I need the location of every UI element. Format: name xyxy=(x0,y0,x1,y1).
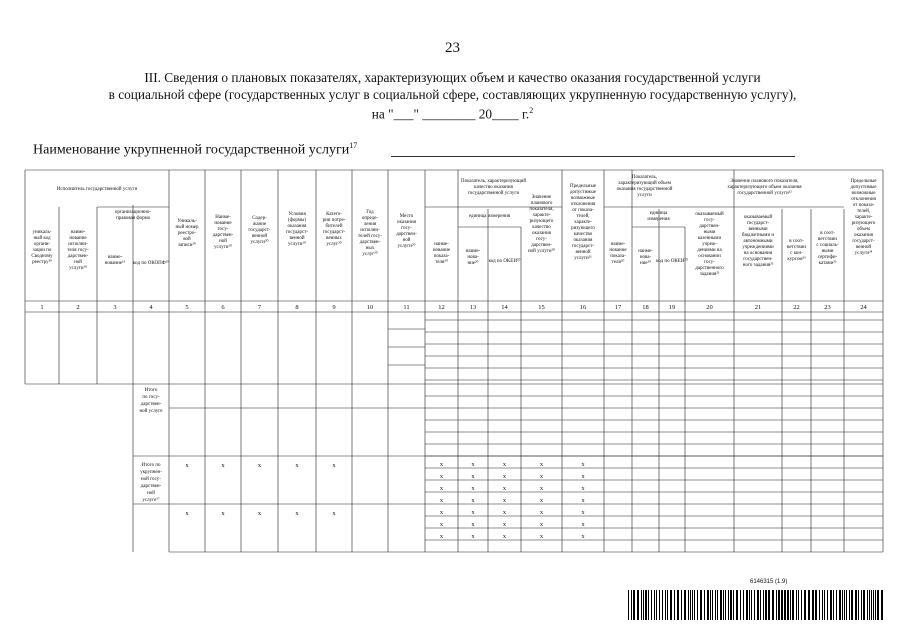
barcode-bar xyxy=(730,590,732,620)
column-number: 23 xyxy=(824,304,831,311)
barcode-bar xyxy=(656,590,657,620)
column-number: 21 xyxy=(754,304,762,311)
table-text xyxy=(31,175,877,540)
barcode-bar xyxy=(842,590,843,620)
col5-header: Уникаль-ный номер реестро-вой записи²⁰ xyxy=(175,219,199,248)
col11-header: Место оказания госу-дарствен-ной услуги²⁰ xyxy=(396,214,417,249)
barcode-bar xyxy=(792,590,794,620)
col15-header: Значение планового показателя, характе-ризующего качество оказания госу-дарствен-ной услуги²⁰ xyxy=(527,195,556,254)
col22-header: в соот-ветствии с кон-курсом²³ xyxy=(787,239,806,262)
barcode-bar xyxy=(690,590,691,620)
cross-mark: x xyxy=(439,521,444,528)
barcode-bar xyxy=(707,590,709,620)
barcode-bar xyxy=(733,590,734,620)
barcode-bar xyxy=(670,590,672,620)
barcode-bar xyxy=(743,590,744,620)
barcode-bar xyxy=(875,590,876,620)
cross-mark: x xyxy=(539,521,544,528)
barcode-bar xyxy=(877,590,879,620)
cross-mark: x xyxy=(502,533,507,540)
cross-mark: x xyxy=(502,521,507,528)
barcode-bar xyxy=(881,590,883,620)
cross-mark: x xyxy=(581,521,585,528)
cross-mark: x xyxy=(471,461,475,468)
plan-group-header: Значение планового показателя, характеризующего объем оказания государственной услуги²² xyxy=(727,179,802,196)
barcode-bar xyxy=(833,590,834,620)
col12-header: наиме-нование показа-теля²⁰ xyxy=(432,242,451,265)
barcode-bar xyxy=(654,590,655,620)
col8-header: Условия (формы) оказания государст-венной услуги²⁰ xyxy=(285,212,309,247)
barcode-bar xyxy=(704,590,705,620)
column-number: 11 xyxy=(403,304,410,311)
total-enlarged-label: Итого по укрупнен-ной госу-дарствен-ной услуге¹⁷ xyxy=(140,463,162,503)
barcode-bar xyxy=(694,590,695,620)
col7-header: Содер-жание государст-венной услуги²⁰ xyxy=(248,216,271,245)
column-number: 16 xyxy=(579,304,587,311)
barcode-bar xyxy=(692,590,693,620)
barcode-bar xyxy=(643,590,644,620)
cross-mark: x xyxy=(439,497,444,504)
barcode-bar xyxy=(677,590,679,620)
cross-mark: x xyxy=(471,509,475,516)
barcode-bar xyxy=(659,590,660,620)
col16-header: Предельные допустимые возможные отклонения от показа-телей, характе-ризующего качество оказания государст-венной услуги²¹ xyxy=(569,184,597,261)
barcode-bar xyxy=(688,590,689,620)
column-number: 8 xyxy=(295,304,299,311)
cross-mark: x xyxy=(502,473,507,480)
barcode-bar xyxy=(723,590,724,620)
barcode-bar xyxy=(746,590,748,620)
barcode-bar xyxy=(710,590,711,620)
barcode-bar xyxy=(772,590,774,620)
cross-mark: x xyxy=(581,497,585,504)
column-number: 18 xyxy=(642,304,649,311)
cross-mark: x xyxy=(221,510,225,517)
cross-mark: x xyxy=(332,510,336,517)
column-number: 12 xyxy=(438,304,445,311)
col18-header: наиме-нова-ние²⁰ xyxy=(638,249,653,266)
volume-group-header: Показатель, характеризующий объем оказания государственной услуги xyxy=(616,175,673,198)
barcode-bar xyxy=(812,590,814,620)
barcode-bar xyxy=(836,590,837,620)
cross-mark: x xyxy=(439,533,444,540)
unit2-header: единица измерения xyxy=(647,211,670,222)
col23-header: в соот-ветствии с социаль-ными сертифи-катами²³ xyxy=(816,231,839,266)
barcode-bar xyxy=(796,590,797,620)
col19-header: код по ОКЕИ²⁰ xyxy=(656,259,688,264)
col14-header: код по ОКЕИ²⁰ xyxy=(488,259,521,264)
barcode-bar xyxy=(849,590,850,620)
cross-mark: x xyxy=(539,497,544,504)
col2-header: наиме-нование исполни-теля госу-дарствен-ной услуги¹⁸ xyxy=(67,230,89,271)
barcode-label: 6146315 (1.9) xyxy=(750,579,788,585)
barcode-bar xyxy=(871,590,872,620)
barcode-bar xyxy=(637,590,639,620)
barcode-bar xyxy=(754,590,755,620)
cross-mark: x xyxy=(439,485,444,492)
cross-mark: x xyxy=(539,473,544,480)
column-number: 19 xyxy=(668,304,676,311)
cross-mark: x xyxy=(581,461,585,468)
barcode-bar xyxy=(822,590,823,620)
unit-header: единица измерения xyxy=(468,214,511,219)
column-number: 17 xyxy=(614,304,622,311)
barcode-bar xyxy=(665,590,666,620)
cross-mark: x xyxy=(257,462,262,469)
cross-mark: x xyxy=(185,462,189,469)
heading-date-text: на "___" ________ 20____ г. xyxy=(371,106,530,122)
barcode-bar xyxy=(784,590,786,620)
barcode-bar xyxy=(824,590,825,620)
column-number: 7 xyxy=(257,304,262,311)
barcode-bar xyxy=(798,590,799,620)
cross-mark: x xyxy=(439,473,444,480)
barcode-bar xyxy=(631,590,632,620)
barcode-bar xyxy=(787,590,789,620)
column-number: 6 xyxy=(221,304,225,311)
cross-mark: x xyxy=(539,509,544,516)
column-number: 15 xyxy=(538,304,545,311)
barcode-bar xyxy=(846,590,847,620)
barcode-bar xyxy=(628,590,629,620)
col21-header: оказываемый государст-венными бюджетными и автономными учреждениями на основании государствен-ного задания²³ xyxy=(741,215,775,268)
barcode-bar xyxy=(863,590,865,620)
col3-header: наиме-нование¹⁹ xyxy=(104,255,126,266)
barcode-bar xyxy=(776,590,777,620)
barcode-image xyxy=(628,590,885,620)
col24-header: Предельные допустимые возможные отклонения от показа-телей, характе-ризующего объем оказания государст-венной услуги²⁴ xyxy=(850,179,877,256)
cross-mark: x xyxy=(581,485,585,492)
barcode-bar xyxy=(839,590,841,620)
barcode-bar xyxy=(717,590,718,620)
cross-mark: x xyxy=(502,497,507,504)
cross-mark: x xyxy=(471,533,475,540)
cross-mark: x xyxy=(295,510,299,517)
barcode-bar xyxy=(757,590,759,620)
barcode-bar xyxy=(781,590,783,620)
cross-mark: x xyxy=(502,509,507,516)
barcode-bar xyxy=(765,590,767,620)
barcode-bar xyxy=(684,590,686,620)
cross-mark: x xyxy=(332,462,336,469)
barcode-bar xyxy=(740,590,741,620)
barcode-bar xyxy=(736,590,738,620)
col13-header: наиме-нова-ние²⁰ xyxy=(465,249,481,266)
column-number: 5 xyxy=(185,304,189,311)
col20-header: оказываемый госу-дарствен-ными казенными учреж-дениями на основании госу-дарственного задания²³ xyxy=(695,212,724,277)
cross-mark: x xyxy=(502,485,507,492)
col4-header: код по ОКОПФ¹⁹ xyxy=(133,261,169,266)
column-number: 1 xyxy=(40,304,44,311)
cross-mark: x xyxy=(185,510,189,517)
barcode-bar xyxy=(830,590,832,620)
column-number: 22 xyxy=(793,304,800,311)
barcode-bar xyxy=(720,590,722,620)
barcode-bar xyxy=(808,590,810,620)
footnote-ref: 2 xyxy=(529,106,534,115)
cross-mark: x xyxy=(471,497,475,504)
col9-header: Катего-рии потре-бителей государст-венных услуг²⁰ xyxy=(322,212,346,247)
barcode-bar xyxy=(790,590,791,620)
barcode-bar xyxy=(855,590,857,620)
barcode-bar xyxy=(712,590,713,620)
barcode-bar xyxy=(869,590,870,620)
cross-mark: x xyxy=(471,485,475,492)
barcode-bar xyxy=(867,590,868,620)
barcode-bar xyxy=(873,590,874,620)
column-number: 4 xyxy=(149,304,153,311)
barcode-bar xyxy=(715,590,716,620)
org-form-header: организационно-правовая форма xyxy=(114,210,152,221)
barcode-bar xyxy=(749,590,750,620)
column-number: 3 xyxy=(113,304,117,311)
page-number: 23 xyxy=(445,40,460,56)
barcode-bar xyxy=(681,590,682,620)
cross-mark: x xyxy=(471,473,475,480)
column-number: 20 xyxy=(706,304,713,311)
col10-header: Год опреде-ления исполни-телей госу-дарствен-ных услуг²⁰ xyxy=(358,210,382,257)
barcode-bar xyxy=(651,590,652,620)
col6-header: Наиме-нование госу-дарствен-ной услуги²⁰ xyxy=(212,215,234,250)
barcode-bar xyxy=(861,590,862,620)
barcode-bar xyxy=(851,590,853,620)
barcode-bar xyxy=(844,590,845,620)
barcode-bar xyxy=(751,590,752,620)
column-number: 14 xyxy=(501,304,508,311)
barcode-bar xyxy=(697,590,698,620)
barcode-bar xyxy=(700,590,702,620)
barcode-bar xyxy=(778,590,780,620)
column-number: 24 xyxy=(860,304,867,311)
cross-mark: x xyxy=(295,462,299,469)
col1-header: уникаль-ный код органи-зации по Сводному реестру¹⁸ xyxy=(31,230,53,265)
barcode-bar xyxy=(827,590,828,620)
cross-mark: x xyxy=(539,533,544,540)
barcode-bar xyxy=(728,590,729,620)
quality-group-header: Показатель, характеризующий качество оказания государственной услуги xyxy=(460,179,527,196)
column-number: 9 xyxy=(332,304,336,311)
footnote-ref: 17 xyxy=(349,141,358,150)
barcode-bar xyxy=(801,590,802,620)
barcode-bar xyxy=(725,590,726,620)
col17-header: наиме-нование показа-теля²⁰ xyxy=(609,242,627,265)
cross-mark: x xyxy=(439,509,444,516)
cross-mark: x xyxy=(539,485,544,492)
total-service-label: Итого по госу-дарствен-ной услуге xyxy=(139,388,163,414)
barcode-bar xyxy=(662,590,663,620)
cross-mark: x xyxy=(502,461,507,468)
barcode-bar xyxy=(815,590,817,620)
barcode-bar xyxy=(645,590,647,620)
barcode-bar xyxy=(760,590,761,620)
heading-line-2: в социальной сфере (государственных услуг в социальной сфере, составляющих укрупненную государственную услугу), xyxy=(108,86,797,102)
barcode-bar xyxy=(763,590,764,620)
service-name-text: Наименование укрупненной государственной услуги xyxy=(33,142,350,158)
column-number: 2 xyxy=(76,304,80,311)
barcode-bar xyxy=(674,590,675,620)
barcode-bar xyxy=(667,590,668,620)
heading-line-1: III. Сведения о плановых показателях, характеризующих объем и качество оказания государственной услуги xyxy=(144,70,761,85)
cross-mark: x xyxy=(221,462,225,469)
barcode-bar xyxy=(633,590,635,620)
barcode-bar xyxy=(804,590,806,620)
barcode-bar xyxy=(648,590,649,620)
column-number: 10 xyxy=(366,304,374,311)
cross-mark: x xyxy=(539,461,544,468)
cross-mark: x xyxy=(471,521,475,528)
cross-mark: x xyxy=(581,509,585,516)
barcode-bar xyxy=(768,590,770,620)
barcode-bar xyxy=(858,590,859,620)
barcode-bar xyxy=(641,590,642,620)
executor-group-header: Исполнитель государственной услуги xyxy=(56,187,138,192)
cross-mark: x xyxy=(581,473,585,480)
barcode-bar xyxy=(819,590,820,620)
column-number: 13 xyxy=(469,304,477,311)
cross-mark: x xyxy=(581,533,585,540)
cross-mark: x xyxy=(257,510,262,517)
cross-mark: x xyxy=(439,461,444,468)
